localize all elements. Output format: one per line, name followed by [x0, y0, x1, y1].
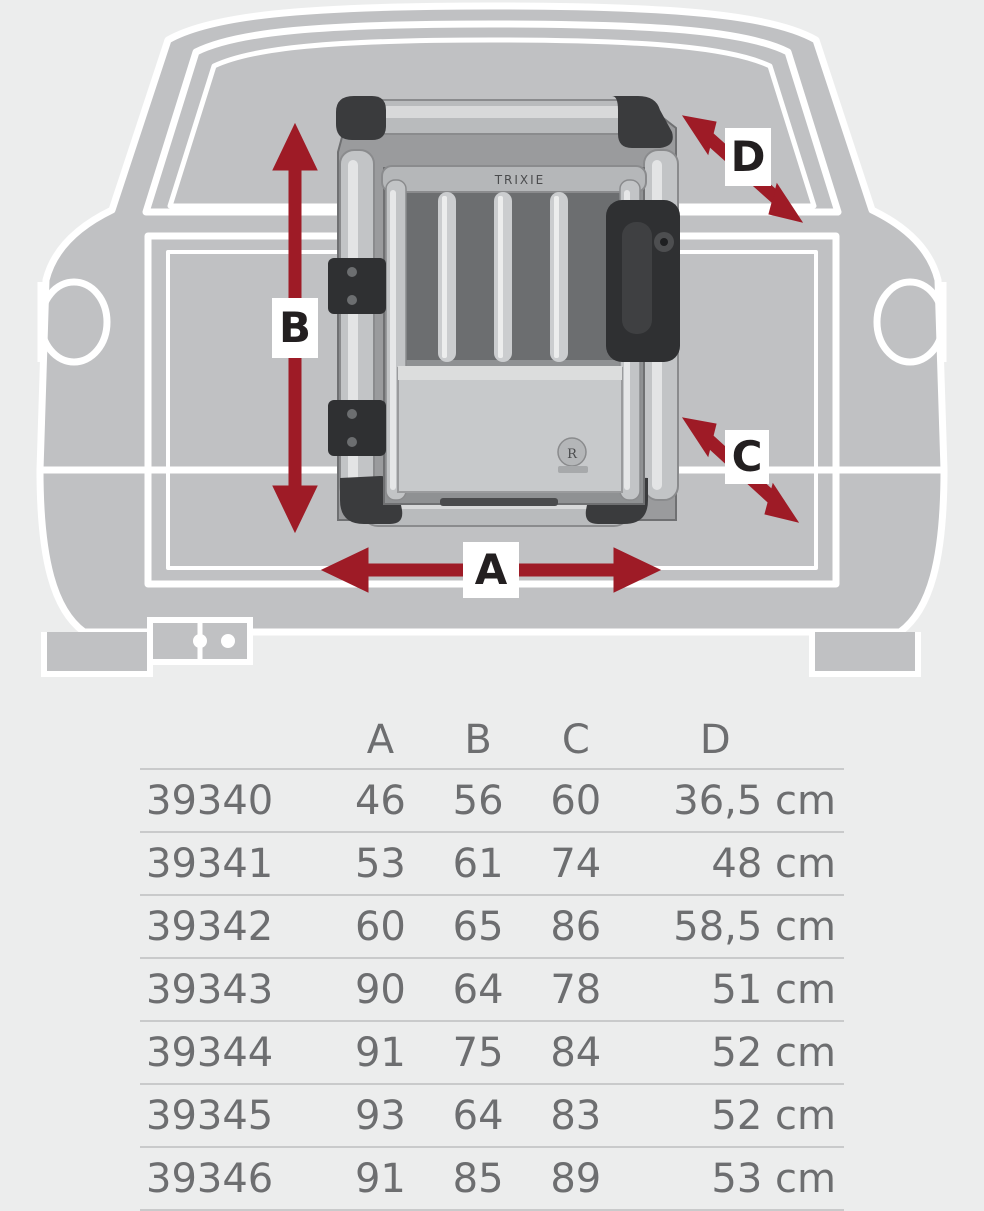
brand-text: TRIXIE — [494, 173, 546, 187]
spec-table-wrapper — [140, 712, 844, 1211]
row-value-d: 51 cm — [625, 958, 844, 1021]
table-row — [140, 832, 844, 895]
svg-text:R: R — [567, 447, 577, 462]
table-row — [140, 958, 844, 1021]
spec-table-body — [140, 769, 844, 1210]
row-value-c: 84 — [527, 1021, 625, 1084]
dimension-label-d: D — [725, 128, 771, 186]
row-value-b: 65 — [429, 895, 527, 958]
row-code: 39346 — [140, 1147, 332, 1210]
transport-box — [328, 96, 680, 526]
row-code: 39340 — [140, 769, 332, 832]
row-value-a: 91 — [332, 1147, 430, 1210]
row-value-d: 52 cm — [625, 1021, 844, 1084]
row-code: 39344 — [140, 1021, 332, 1084]
table-row — [140, 769, 844, 832]
row-value-b: 56 — [429, 769, 527, 832]
row-value-b: 85 — [429, 1147, 527, 1210]
row-value-a: 90 — [332, 958, 430, 1021]
table-row — [140, 1084, 844, 1147]
column-header-b: B — [429, 712, 527, 769]
row-value-a: 91 — [332, 1021, 430, 1084]
row-value-c: 74 — [527, 832, 625, 895]
column-header-c: C — [527, 712, 625, 769]
row-value-c: 86 — [527, 895, 625, 958]
column-header-code — [140, 712, 332, 769]
row-value-c: 60 — [527, 769, 625, 832]
row-value-d: 48 cm — [625, 832, 844, 895]
column-header-a: A — [332, 712, 430, 769]
spec-table-head — [140, 712, 844, 769]
row-value-d: 53 cm — [625, 1147, 844, 1210]
row-value-b: 64 — [429, 1084, 527, 1147]
row-value-b: 61 — [429, 832, 527, 895]
row-code: 39345 — [140, 1084, 332, 1147]
row-value-a: 53 — [332, 832, 430, 895]
table-row — [140, 895, 844, 958]
column-header-d: D — [625, 712, 844, 769]
dimension-label-c: C — [725, 430, 769, 484]
row-value-d: 36,5 cm — [625, 769, 844, 832]
row-value-a: 46 — [332, 769, 430, 832]
row-code: 39342 — [140, 895, 332, 958]
row-code: 39341 — [140, 832, 332, 895]
row-value-b: 64 — [429, 958, 527, 1021]
table-row — [140, 1021, 844, 1084]
spec-table — [140, 712, 844, 1211]
row-value-a: 60 — [332, 895, 430, 958]
row-value-d: 58,5 cm — [625, 895, 844, 958]
row-value-c: 89 — [527, 1147, 625, 1210]
dimension-label-b: B — [272, 298, 318, 358]
dimension-label-a: A — [463, 542, 519, 598]
row-value-c: 78 — [527, 958, 625, 1021]
row-value-b: 75 — [429, 1021, 527, 1084]
row-code: 39343 — [140, 958, 332, 1021]
table-header-row — [140, 712, 844, 769]
row-value-d: 52 cm — [625, 1084, 844, 1147]
row-value-c: 83 — [527, 1084, 625, 1147]
table-row — [140, 1147, 844, 1210]
row-value-a: 93 — [332, 1084, 430, 1147]
